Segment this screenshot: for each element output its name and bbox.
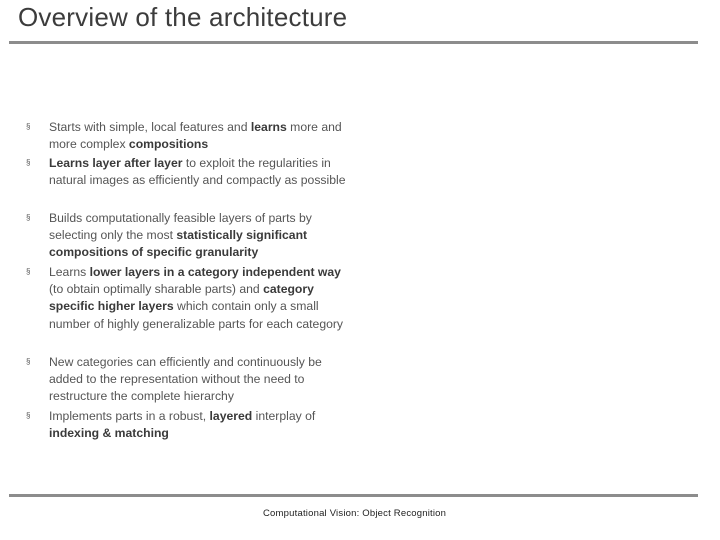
slide-title: Overview of the architecture	[18, 2, 348, 32]
bullet-segment: New categories can efficiently and continuously be added to the representation without the need to restructure the complete hierarchy	[49, 355, 322, 404]
bullet-text	[49, 155, 349, 189]
bullet-text	[49, 264, 349, 333]
title-divider	[9, 41, 698, 44]
bullet-bold-segment: compositions	[128, 137, 209, 152]
bullet-marker-icon: §	[26, 158, 31, 167]
bullet-marker-icon: §	[26, 357, 31, 366]
bullet-text	[49, 408, 349, 442]
bullet-bold-segment: category specific higher layers	[49, 282, 314, 314]
bullet-segment: interplay of	[252, 409, 316, 423]
bullet-segment: more and more complex	[49, 120, 342, 152]
bullet-marker-icon: §	[26, 213, 31, 222]
bullet-marker-icon: §	[26, 122, 31, 131]
bullet-segment: Builds computationally feasible layers of parts by selecting only the most	[49, 211, 312, 243]
bullet-text	[49, 210, 349, 262]
bullet-segment: Implements parts in a robust,	[49, 409, 210, 423]
bullet-bold-segment: Learns layer after layer	[49, 156, 183, 170]
bullet-text	[49, 119, 349, 153]
bullet-segment: which contain only a small number of highly generalizable parts for each category	[49, 299, 344, 331]
bullet-bold-segment: statistically significant compositions of specific granularity	[49, 228, 308, 260]
bullet-segment: to exploit the regularities in natural images as efficiently and compactly as possible	[49, 156, 346, 188]
bullet-marker-icon: §	[26, 411, 31, 420]
bullet-bold-segment: learns	[250, 120, 287, 134]
bullet-text	[49, 354, 349, 406]
bullet-segment: (to obtain optimally sharable parts) and	[49, 282, 264, 297]
bullet-marker-icon: §	[26, 267, 31, 276]
bullet-bold-segment: lower layers in a category independent way	[89, 265, 341, 279]
bullet-segment: Learns	[49, 265, 90, 279]
footer-text: Computational Vision: Object Recognition	[263, 508, 447, 519]
bullet-bold-segment: indexing & matching	[49, 426, 169, 441]
bullet-segment: Starts with simple, local features and	[49, 120, 251, 134]
footer-divider	[9, 494, 698, 497]
bullet-bold-segment: layered	[209, 409, 253, 423]
